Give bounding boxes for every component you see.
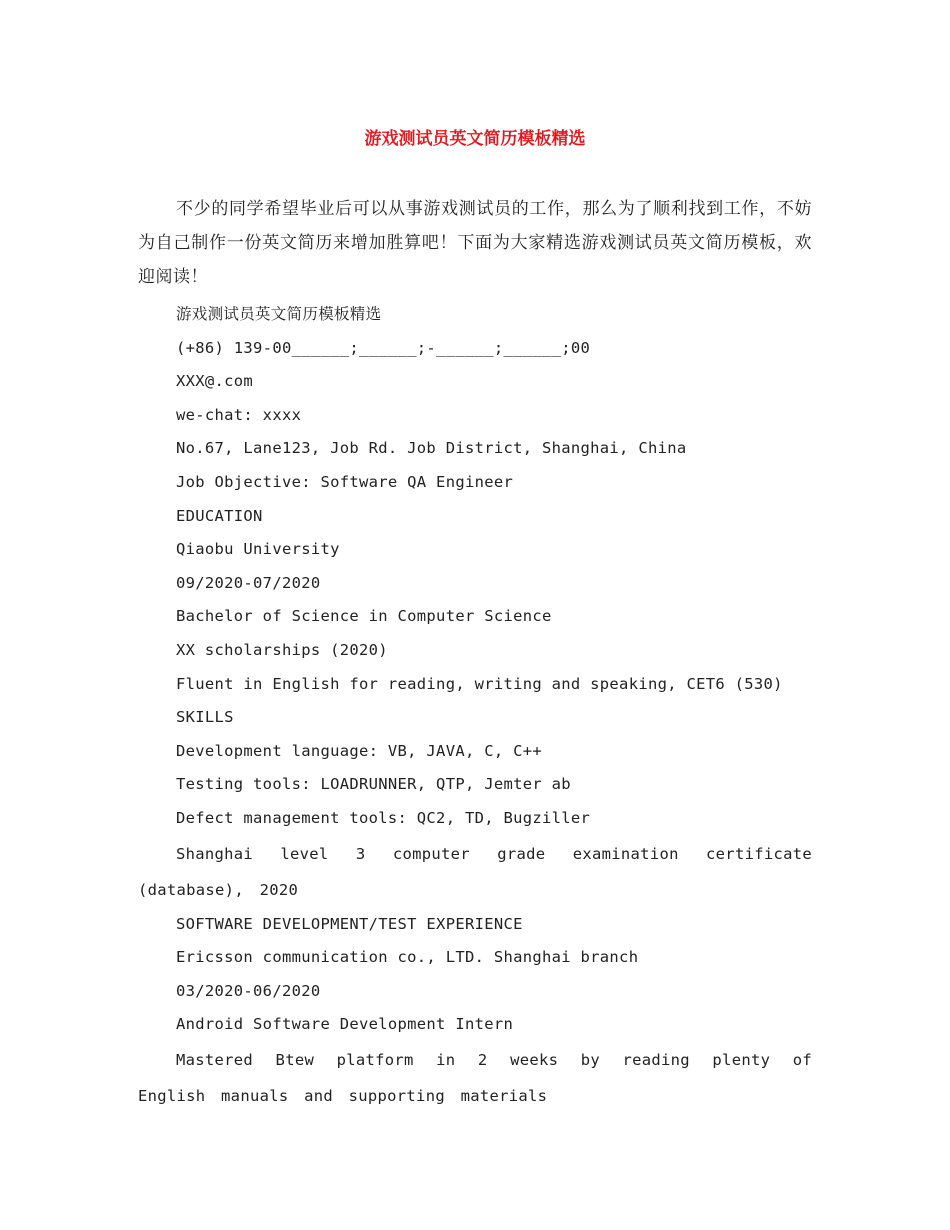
phone-line: (+86) 139-00______;______;-______;______;00 — [176, 338, 591, 357]
education-dates-line: 09/2020-07/2020 — [176, 573, 321, 592]
address-line: No.67, Lane123, Job Rd. Job District, Shanghai, China — [176, 439, 687, 458]
company-line: Ericsson communication co., LTD. Shanghai branch — [176, 948, 639, 967]
certificate-paragraph: Shanghai level 3 computer grade examination certificate (database), 2020 — [138, 844, 812, 899]
experience-heading: SOFTWARE DEVELOPMENT/TEST EXPERIENCE — [176, 914, 523, 933]
position-line: Android Software Development Intern — [176, 1015, 514, 1034]
job-objective-line: Job Objective: Software QA Engineer — [176, 472, 514, 491]
experience-paragraph: Mastered Btew platform in 2 weeks by reading plenty of English manuals and supporting materials — [138, 1050, 812, 1105]
resume-heading: 游戏测试员英文简历模板精选 — [176, 305, 382, 323]
skills-heading: SKILLS — [176, 708, 234, 727]
degree-line: Bachelor of Science in Computer Science — [176, 607, 552, 626]
dev-language-line: Development language: VB, JAVA, C, C++ — [176, 741, 543, 760]
document-title: 游戏测试员英文简历模板精选 — [364, 129, 586, 149]
english-line: Fluent in English for reading, writing and speaking, CET6 (530) — [176, 674, 783, 693]
resume-body — [138, 298, 812, 1114]
education-heading: EDUCATION — [176, 506, 263, 525]
scholarship-line: XX scholarships (2020) — [176, 640, 388, 659]
university-line: Qiaobu University — [176, 540, 340, 559]
testing-tools-line: Testing tools: LOADRUNNER, QTP, Jemter ab — [176, 775, 571, 794]
experience-dates-line: 03/2020-06/2020 — [176, 981, 321, 1000]
intro-paragraph: 不少的同学希望毕业后可以从事游戏测试员的工作，那么为了顺利找到工作，不妨为自己制作一份英文简历来增加胜算吧！下面为大家精选游戏测试员英文简历模板，欢迎阅读！ — [138, 199, 812, 287]
defect-tools-line: Defect management tools: QC2, TD, Bugziller — [176, 808, 591, 827]
email-line: XXX@.com — [176, 372, 254, 391]
wechat-line: we-chat: xxxx — [176, 405, 302, 424]
